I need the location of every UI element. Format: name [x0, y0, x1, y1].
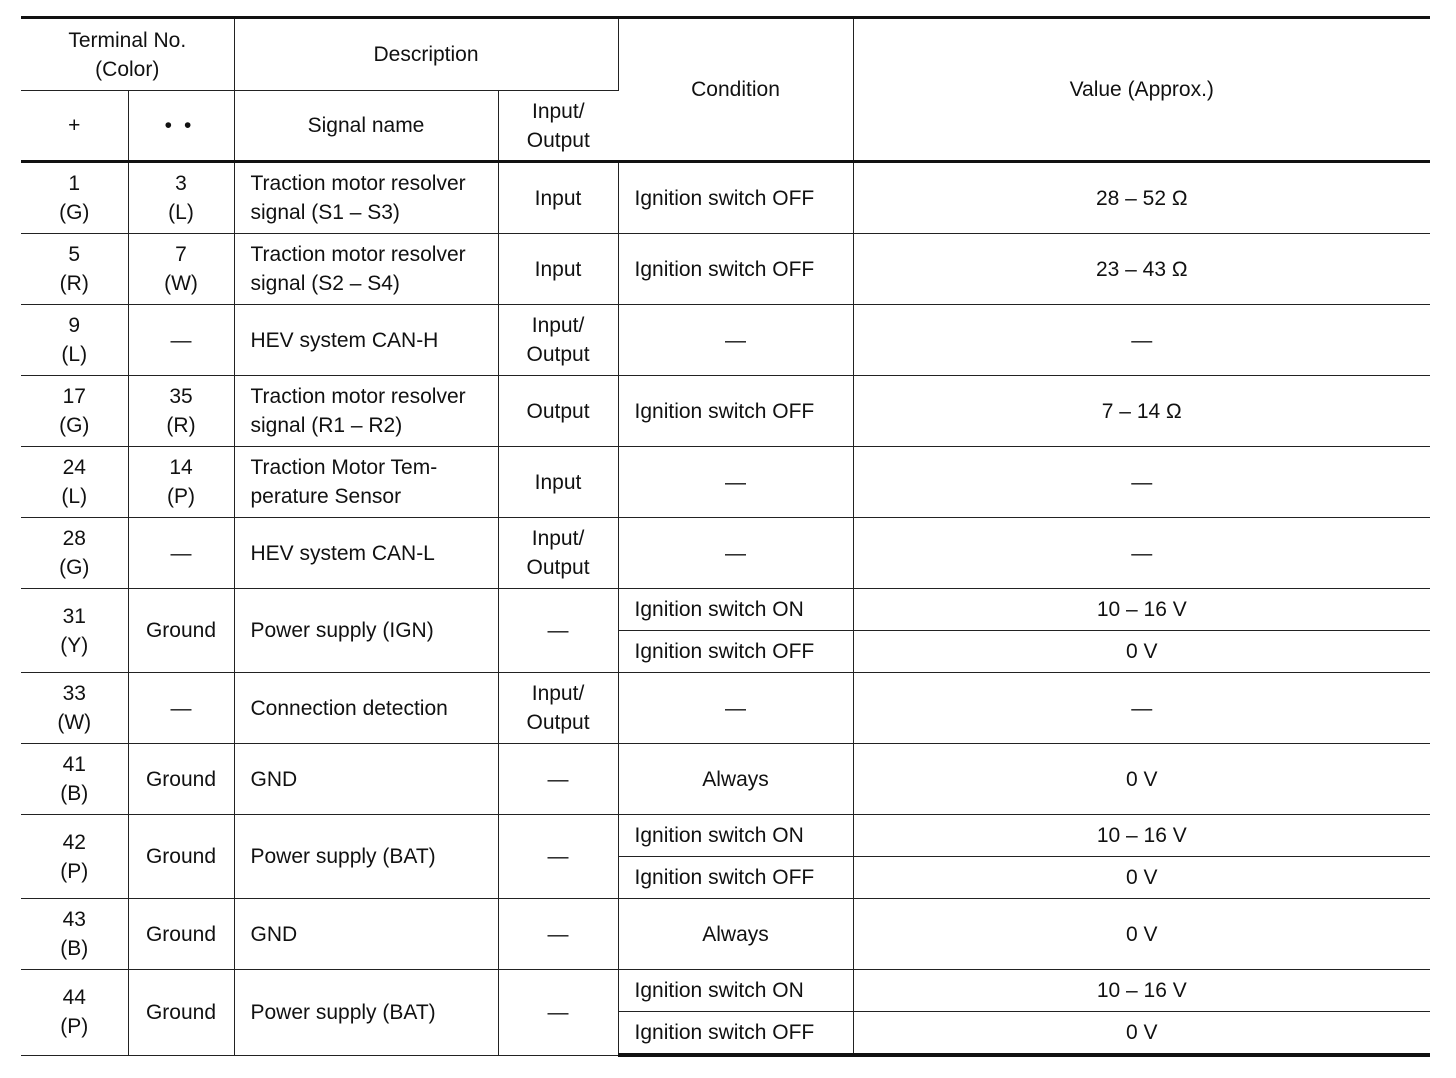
signal-name-cell-line1: Traction Motor Tem-: [250, 456, 438, 479]
signal-name-cell-line1: Power supply (IGN): [250, 619, 434, 642]
terminal-table: [21, 16, 1430, 1057]
table-row: [21, 673, 1430, 744]
terminal-negative-cell-line1: Ground: [145, 767, 217, 791]
value-cell-line1: —: [1131, 696, 1153, 720]
terminal-negative-cell-line1: —: [170, 541, 192, 565]
input-output-cell-line1: Input/: [531, 682, 585, 705]
value-cell: [853, 815, 1430, 857]
condition-cell: [618, 305, 853, 376]
condition-cell: [618, 1012, 853, 1056]
table-row: [21, 518, 1430, 589]
header-signal-name: Signal name: [234, 91, 498, 162]
condition-cell: [618, 589, 853, 631]
terminal-positive-cell-line1: 41: [62, 753, 86, 776]
terminal-positive-cell-line1: 28: [62, 527, 86, 550]
condition-cell: [618, 899, 853, 970]
terminal-negative-cell-line1: Ground: [145, 922, 217, 946]
terminal-negative-cell: [128, 673, 234, 744]
terminal-positive-cell-line2: (P): [60, 1015, 89, 1039]
input-output-cell: [498, 815, 618, 899]
condition-cell-line1: Ignition switch OFF: [634, 399, 815, 423]
value-cell: [853, 970, 1430, 1012]
table-row: [21, 305, 1430, 376]
terminal-negative-cell-line1: —: [170, 328, 192, 352]
value-cell: [853, 305, 1430, 376]
condition-cell-line1: Ignition switch OFF: [634, 866, 815, 889]
input-output-cell: [498, 899, 618, 970]
terminal-positive-cell-line1: 1: [68, 172, 81, 195]
terminal-negative-cell-line1: 14: [169, 456, 193, 479]
value-cell-line1: 10 – 16 V: [1096, 979, 1187, 1002]
value-cell: [853, 631, 1430, 673]
signal-name-cell-line1: GND: [250, 767, 298, 791]
signal-name-cell: [234, 376, 498, 447]
terminal-negative-cell: [128, 744, 234, 815]
terminal-negative-cell-line1: Ground: [145, 845, 217, 868]
terminal-positive-cell-line1: 24: [62, 456, 86, 479]
terminal-positive-cell-line1: 43: [62, 908, 86, 931]
terminal-negative-cell: [128, 589, 234, 673]
terminal-positive-cell-line2: (B): [60, 937, 89, 960]
table-row: [21, 899, 1430, 970]
condition-cell-line1: Ignition switch OFF: [634, 257, 815, 281]
input-output-cell-line1: Input/: [531, 314, 585, 337]
signal-name-cell: [234, 970, 498, 1056]
table-row: [21, 376, 1430, 447]
value-cell: [853, 1012, 1430, 1056]
input-output-cell: [498, 376, 618, 447]
terminal-positive-cell: [21, 234, 128, 305]
input-output-cell: [498, 970, 618, 1056]
terminal-negative-cell-line2: (W): [164, 272, 198, 295]
signal-name-cell-line1: GND: [250, 922, 298, 946]
input-output-cell-line1: —: [547, 619, 569, 642]
value-cell: [853, 589, 1430, 631]
condition-cell: [618, 673, 853, 744]
input-output-cell: [498, 305, 618, 376]
value-cell-line1: —: [1131, 328, 1153, 352]
table-row: [21, 162, 1430, 234]
terminal-positive-cell-line1: 42: [62, 830, 86, 854]
signal-name-cell: [234, 589, 498, 673]
signal-name-cell-line1: Traction motor resolver: [250, 385, 466, 408]
input-output-cell: [498, 589, 618, 673]
signal-name-cell-line1: HEV system CAN-L: [250, 541, 435, 565]
terminal-negative-cell: [128, 899, 234, 970]
terminal-positive-cell: [21, 589, 128, 673]
signal-name-cell-line2: signal (R1 – R2): [250, 414, 403, 437]
value-cell-line1: 7 – 14 Ω: [1101, 399, 1182, 423]
terminal-positive-cell: [21, 447, 128, 518]
header-condition: Condition: [618, 18, 853, 162]
condition-cell: [618, 970, 853, 1012]
header-terminal-no: [21, 18, 234, 91]
value-cell-line1: 28 – 52 Ω: [1095, 186, 1188, 210]
input-output-cell-line2: Output: [526, 711, 590, 734]
input-output-cell: [498, 162, 618, 234]
signal-name-cell-line2: signal (S1 – S3): [250, 201, 400, 224]
terminal-negative-cell: [128, 815, 234, 899]
terminal-positive-cell-line2: (W): [57, 711, 92, 734]
value-cell-line1: 0 V: [1126, 1021, 1158, 1044]
input-output-cell-line1: —: [547, 922, 569, 946]
value-cell-line1: 10 – 16 V: [1096, 824, 1187, 847]
terminal-negative-cell-line2: (P): [167, 485, 195, 508]
input-output-cell-line1: Output: [526, 399, 590, 423]
terminal-negative-cell-line1: 35: [169, 385, 193, 408]
terminal-positive-cell: [21, 899, 128, 970]
terminal-negative-cell: [128, 970, 234, 1056]
input-output-cell: [498, 744, 618, 815]
terminal-positive-cell: [21, 376, 128, 447]
terminal-negative-cell: [128, 376, 234, 447]
terminal-table-container: [21, 16, 1430, 1057]
terminal-positive-cell-line1: 9: [68, 314, 81, 337]
condition-cell-line1: —: [725, 696, 747, 720]
condition-cell-line1: —: [725, 470, 747, 494]
terminal-positive-cell-line1: 33: [62, 682, 86, 705]
input-output-cell-line2: Output: [526, 343, 590, 366]
input-output-cell-line2: Output: [526, 556, 590, 579]
value-cell: [853, 162, 1430, 234]
input-output-cell: [498, 447, 618, 518]
terminal-positive-cell-line1: 31: [62, 604, 86, 628]
terminal-negative-cell-line2: (R): [166, 414, 196, 437]
condition-cell: [618, 447, 853, 518]
terminal-positive-cell-line2: (G): [59, 201, 90, 224]
condition-cell: [618, 815, 853, 857]
header-minus: ••: [128, 91, 234, 162]
input-output-cell-line1: —: [547, 767, 569, 791]
terminal-positive-cell-line2: (L): [61, 343, 88, 366]
terminal-positive-cell-line2: (P): [60, 859, 89, 883]
terminal-negative-cell-line1: —: [170, 696, 192, 720]
terminal-positive-cell-line2: (L): [61, 485, 88, 508]
condition-cell-line1: Ignition switch OFF: [634, 1021, 815, 1044]
terminal-positive-cell: [21, 673, 128, 744]
value-cell: [853, 857, 1430, 899]
terminal-positive-cell-line1: 17: [62, 385, 86, 408]
condition-cell: [618, 518, 853, 589]
condition-cell: [618, 744, 853, 815]
terminal-positive-cell-line1: 44: [62, 986, 86, 1010]
value-cell-line1: 0 V: [1126, 866, 1158, 889]
header-io-line1: Input/: [531, 99, 585, 123]
terminal-negative-cell: [128, 518, 234, 589]
terminal-positive-cell-line2: (R): [59, 272, 89, 295]
condition-cell: [618, 631, 853, 673]
table-row: [21, 970, 1430, 1012]
terminal-negative-cell-line1: 7: [175, 243, 187, 266]
terminal-positive-cell-line2: (G): [59, 414, 90, 437]
condition-cell: [618, 376, 853, 447]
value-cell: [853, 899, 1430, 970]
signal-name-cell: [234, 518, 498, 589]
table-row: [21, 234, 1430, 305]
value-cell: [853, 518, 1430, 589]
value-cell: [853, 234, 1430, 305]
table-body: [21, 162, 1430, 1056]
value-cell: [853, 447, 1430, 518]
signal-name-cell-line1: Power supply (BAT): [250, 1000, 436, 1024]
value-cell: [853, 376, 1430, 447]
header-input-output: [498, 91, 618, 162]
condition-cell-line1: —: [725, 328, 747, 352]
signal-name-cell: [234, 899, 498, 970]
table-row: [21, 744, 1430, 815]
signal-name-cell-line1: HEV system CAN-H: [250, 328, 439, 352]
terminal-positive-cell-line2: (Y): [60, 633, 89, 657]
value-cell-line1: 0 V: [1126, 922, 1158, 946]
header-plus: +: [21, 91, 128, 162]
terminal-positive-cell: [21, 162, 128, 234]
signal-name-cell: [234, 744, 498, 815]
signal-name-cell: [234, 305, 498, 376]
terminal-negative-cell: [128, 447, 234, 518]
input-output-cell-line1: —: [547, 845, 569, 868]
terminal-positive-cell-line1: 5: [68, 243, 81, 266]
input-output-cell-line1: Input/: [531, 527, 585, 550]
condition-cell-line1: Always: [702, 767, 769, 791]
condition-cell: [618, 234, 853, 305]
value-cell: [853, 673, 1430, 744]
value-cell-line1: 10 – 16 V: [1096, 598, 1187, 621]
terminal-positive-cell: [21, 970, 128, 1056]
signal-name-cell-line2: signal (S2 – S4): [250, 272, 400, 295]
terminal-positive-cell: [21, 305, 128, 376]
table-row: [21, 447, 1430, 518]
table-row: [21, 589, 1430, 631]
input-output-cell-line1: Input: [534, 257, 582, 281]
signal-name-cell-line1: Traction motor resolver: [250, 172, 466, 195]
input-output-cell-line1: —: [547, 1000, 569, 1024]
signal-name-cell: [234, 162, 498, 234]
input-output-cell-line1: Input: [534, 186, 582, 210]
header-color-label: (Color): [95, 57, 160, 81]
header-description: Description: [234, 18, 618, 91]
input-output-cell: [498, 234, 618, 305]
terminal-positive-cell: [21, 518, 128, 589]
header-terminal-no-label: Terminal No.: [68, 28, 187, 52]
terminal-positive-cell-line2: (G): [59, 556, 90, 579]
terminal-negative-cell: [128, 162, 234, 234]
terminal-positive-cell: [21, 744, 128, 815]
value-cell-line1: 0 V: [1126, 640, 1158, 663]
value-cell-line1: —: [1131, 470, 1153, 494]
terminal-negative-cell-line1: 3: [175, 172, 187, 195]
input-output-cell-line1: Input: [534, 470, 582, 494]
terminal-negative-cell-line1: Ground: [145, 619, 217, 642]
header-value: Value (Approx.): [853, 18, 1430, 162]
condition-cell-line1: Ignition switch ON: [634, 979, 804, 1002]
signal-name-cell: [234, 234, 498, 305]
condition-cell-line1: Ignition switch ON: [634, 824, 804, 847]
terminal-negative-cell: [128, 234, 234, 305]
condition-cell: [618, 162, 853, 234]
input-output-cell: [498, 518, 618, 589]
terminal-negative-cell-line2: (L): [168, 201, 194, 224]
signal-name-cell: [234, 447, 498, 518]
signal-name-cell: [234, 815, 498, 899]
condition-cell: [618, 857, 853, 899]
signal-name-cell-line2: perature Sensor: [250, 485, 402, 508]
input-output-cell: [498, 673, 618, 744]
table-header: [21, 18, 1430, 162]
condition-cell-line1: —: [725, 541, 747, 565]
terminal-negative-cell-line1: Ground: [145, 1000, 217, 1024]
terminal-negative-cell: [128, 305, 234, 376]
condition-cell-line1: Ignition switch OFF: [634, 640, 815, 663]
condition-cell-line1: Ignition switch OFF: [634, 186, 815, 210]
signal-name-cell-line1: Power supply (BAT): [250, 845, 436, 868]
condition-cell-line1: Ignition switch ON: [634, 598, 804, 621]
table-row: [21, 815, 1430, 857]
value-cell-line1: 0 V: [1126, 767, 1158, 791]
value-cell: [853, 744, 1430, 815]
value-cell-line1: —: [1131, 541, 1153, 565]
terminal-positive-cell-line2: (B): [60, 782, 89, 805]
condition-cell-line1: Always: [702, 922, 769, 946]
signal-name-cell: [234, 673, 498, 744]
terminal-positive-cell: [21, 815, 128, 899]
header-io-line2: Output: [526, 128, 590, 152]
signal-name-cell-line1: Connection detection: [250, 696, 448, 720]
value-cell-line1: 23 – 43 Ω: [1095, 257, 1188, 281]
signal-name-cell-line1: Traction motor resolver: [250, 243, 466, 266]
